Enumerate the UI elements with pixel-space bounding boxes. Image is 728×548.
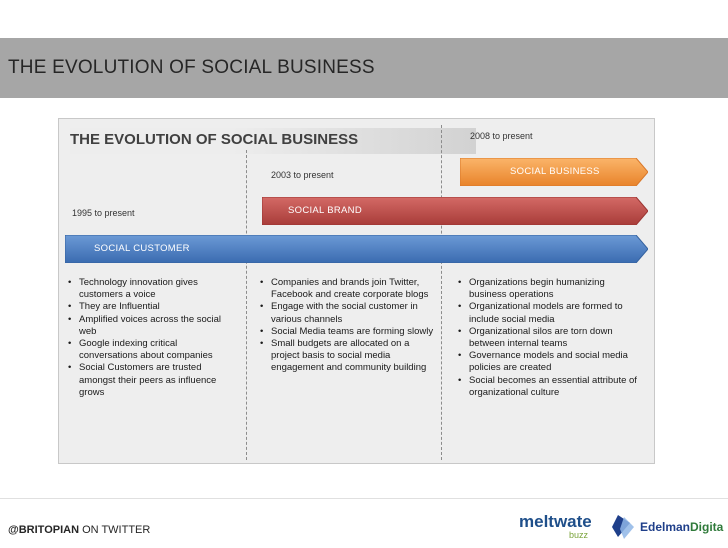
list-item: • Engage with the social customer in various channels	[271, 301, 435, 325]
divider-1	[246, 150, 247, 460]
social-customer-arrow	[65, 235, 648, 263]
list-item: • Organizational models are formed to include social media	[469, 301, 643, 325]
list-item: • Social becomes an essential attribute of organizational culture	[469, 375, 643, 399]
twitter-suffix: ON TWITTER	[79, 524, 151, 536]
list-item: • Companies and brands join Twitter, Facebook and create corporate blogs	[271, 277, 435, 301]
list-item: • Social Media teams are forming slowly	[271, 326, 435, 338]
footer	[0, 498, 728, 547]
era-date-social-business: 2008 to present	[470, 131, 533, 141]
list-item: • Amplified voices across the social web	[79, 314, 238, 338]
edelman-logo-text: Edelman	[640, 520, 691, 534]
social-brand-arrow	[262, 197, 648, 225]
list-item: • Organizational silos are torn down between internal teams	[469, 326, 643, 350]
slide-title: THE EVOLUTION OF SOCIAL BUSINESS	[8, 57, 375, 78]
column-social-business	[453, 277, 643, 399]
twitter-handle-text	[8, 524, 150, 536]
list-item: • Governance models and social media policies are created	[469, 350, 643, 374]
social-business-label: SOCIAL BUSINESS	[510, 166, 600, 177]
meltwater-logo	[519, 509, 591, 544]
panel-title: THE EVOLUTION OF SOCIAL BUSINESS	[70, 131, 359, 148]
meltwater-logo-graphic	[519, 509, 591, 539]
list-item: • They are Influential	[79, 301, 238, 313]
edelman-logo-graphic	[612, 513, 724, 543]
edelman-logo-digital: Digital	[690, 520, 724, 534]
panel-title-bar	[70, 128, 476, 154]
edelman-logo	[612, 513, 724, 548]
title-bar	[0, 38, 728, 98]
meltwater-logo-text: meltwater	[519, 512, 591, 531]
top-band	[0, 0, 728, 38]
column-social-brand	[255, 277, 435, 375]
twitter-handle[interactable]: @BRITOPIAN	[8, 524, 80, 536]
social-brand-label: SOCIAL BRAND	[288, 205, 362, 216]
list-item: • Small budgets are allocated on a project basis to social media engagement and community building	[271, 338, 435, 375]
era-date-social-customer: 1995 to present	[72, 208, 135, 218]
social-customer-label: SOCIAL CUSTOMER	[94, 243, 190, 254]
list-item: • Organizations begin humanizing business operations	[469, 277, 643, 301]
list-item: • Google indexing critical conversations about companies	[79, 338, 238, 362]
social-business-arrow	[460, 158, 648, 186]
list-item: • Technology innovation gives customers a voice	[79, 277, 238, 301]
meltwater-logo-sub: buzz	[569, 530, 589, 539]
era-date-social-brand: 2003 to present	[271, 170, 334, 180]
column-social-customer	[63, 277, 238, 399]
divider-2	[441, 125, 442, 460]
list-item: • Social Customers are trusted amongst their peers as influence grows	[79, 362, 238, 399]
